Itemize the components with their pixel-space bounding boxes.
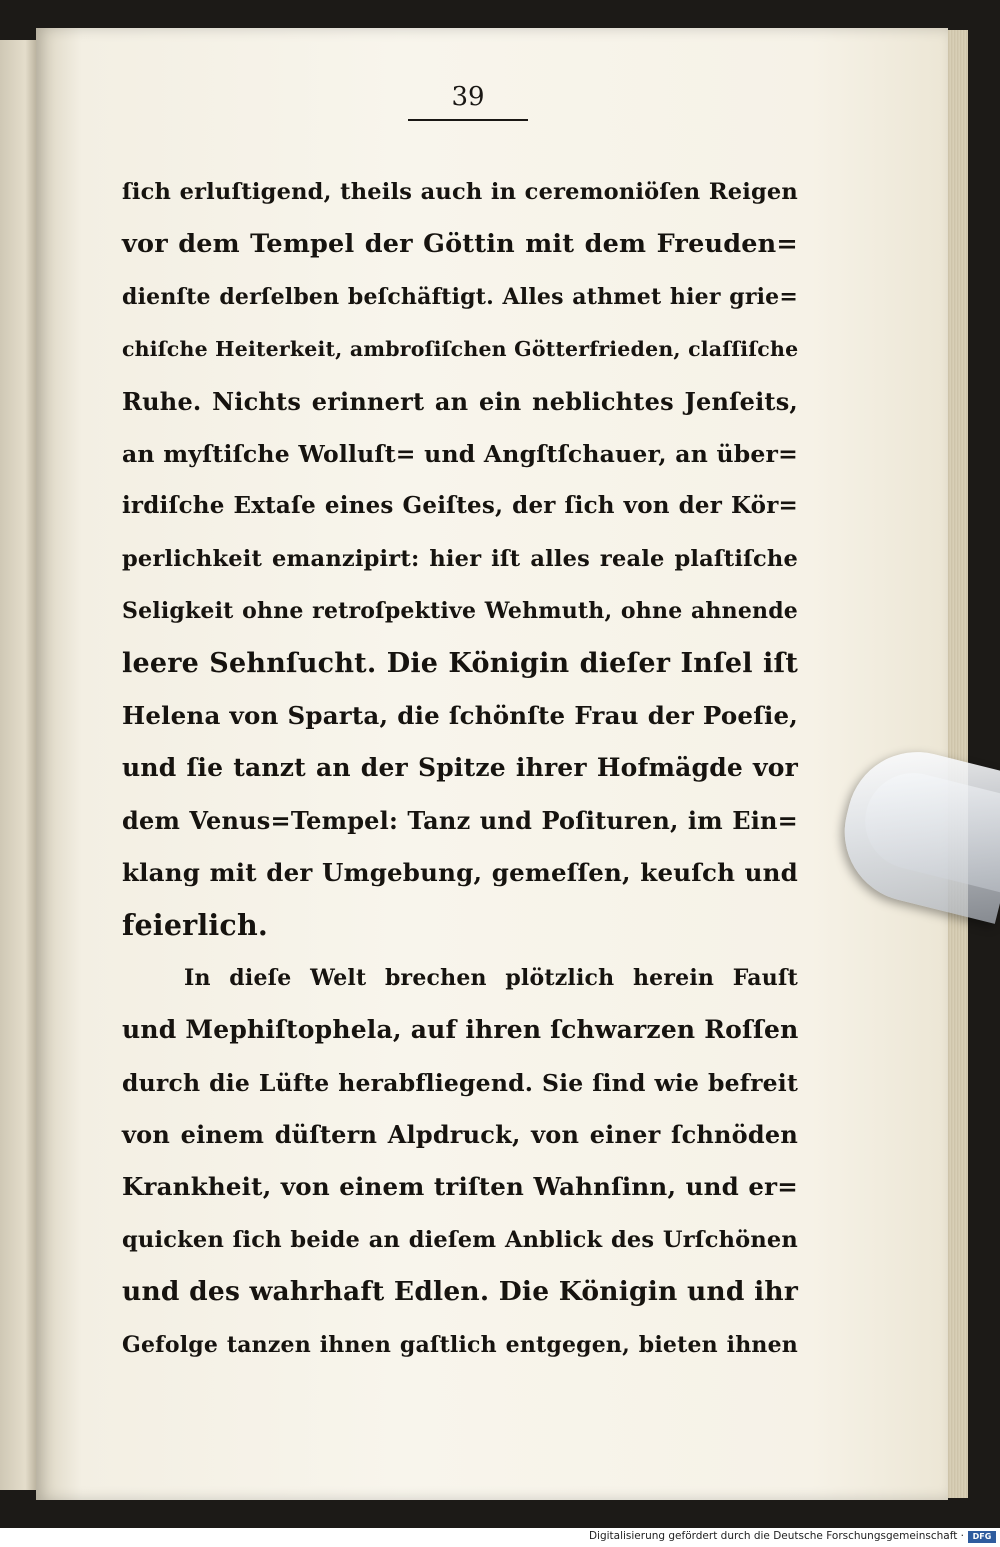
text-line: quicken ſich beide an dieſem Anblick des Urſchönen: [122, 1226, 798, 1253]
body-text: [122, 166, 798, 1371]
text-line: an myſtiſche Wolluſt= und Angſtſchauer, an über=: [122, 439, 798, 468]
text-line: dem Venus=Tempel: Tanz und Poſituren, im Ein=: [122, 805, 798, 835]
text-line: und ſie tanzt an der Spitze ihrer Hofmägde vor: [122, 753, 798, 783]
text-line: Ruhe. Nichts erinnert an ein neblichtes Jenſeits,: [122, 386, 798, 416]
text-line: ſich erluſtigend, theils auch in ceremoniöſen Reigen: [122, 179, 798, 205]
page-clip-highlight: [855, 763, 1000, 892]
text-line: Seligkeit ohne retroſpektive Wehmuth, ohne ahnende: [122, 598, 798, 625]
left-page-edge: [0, 40, 36, 1490]
text-line: klang mit der Umgebung, gemeſſen, keuſch und: [122, 858, 798, 888]
text-line: durch die Lüfte herabfliegend. Sie ſind wie befreit: [122, 1068, 798, 1097]
text-line: feierlich.: [122, 908, 269, 943]
text-line: Gefolge tanzen ihnen gaſtlich entgegen, bieten ihnen: [122, 1331, 798, 1358]
text-line: chiſche Heiterkeit, ambroſiſchen Götterfrieden, claſſiſche: [122, 337, 799, 362]
text-line: irdiſche Extaſe eines Geiſtes, der ſich von der Kör=: [122, 492, 798, 520]
footer-bar: [0, 1528, 1000, 1547]
text-line: In dieſe Welt brechen plötzlich herein Fauſt: [184, 964, 798, 991]
dfg-logo: DFG: [968, 1531, 996, 1543]
text-line: Krankheit, von einem triſten Wahnſinn, und er=: [122, 1172, 798, 1202]
text-line: dienſte derſelben beſchäftigt. Alles athmet hier grie=: [122, 283, 798, 310]
text-line: von einem düſtern Alpdruck, von einer ſchnöden: [122, 1120, 798, 1150]
footer-credit: Digitalisierung gefördert durch die Deutsche Forschungsgemeinschaft ·: [588, 1530, 964, 1542]
text-line: leere Sehnſucht. Die Königin dieſer Inſel iſt: [122, 647, 798, 679]
page-number-rule: [408, 119, 528, 121]
text-line: vor dem Tempel der Göttin mit dem Freuden=: [122, 229, 798, 260]
text-line: und des wahrhaft Edlen. Die Königin und ihr: [122, 1276, 798, 1308]
text-line: und Mephiſtophela, auf ihren ſchwarzen Roſſen: [122, 1015, 799, 1045]
text-line: perlichkeit emanzipirt: hier iſt alles reale plaſtiſche: [122, 545, 798, 572]
text-line: Helena von Sparta, die ſchönſte Frau der Poeſie,: [122, 700, 798, 730]
page-number: 39: [451, 82, 485, 112]
